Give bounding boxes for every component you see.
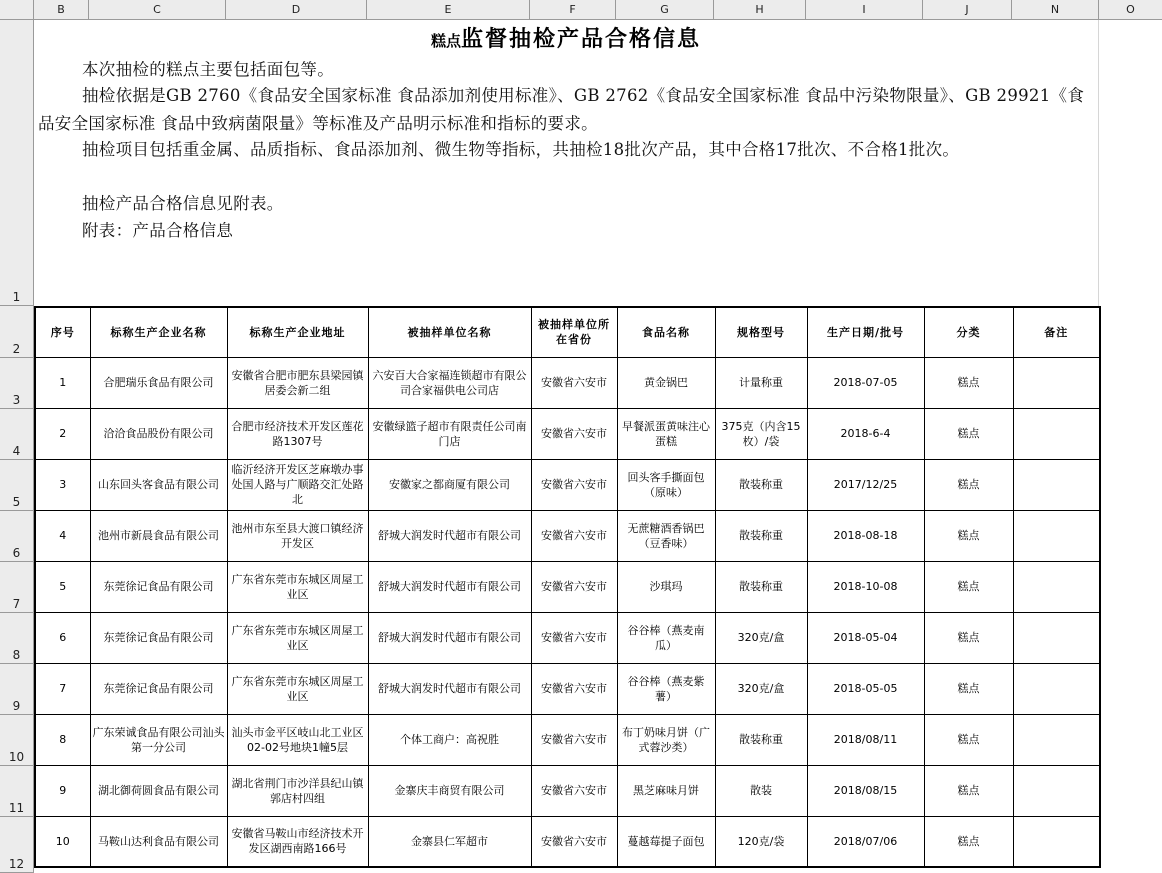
cell-category[interactable]: 糕点 [924,357,1013,408]
cell-production-date[interactable]: 2018-05-04 [807,612,924,663]
row-number: 7 [12,597,21,611]
cell-seq[interactable]: 1 [35,357,90,408]
table-row [35,612,1100,663]
cell-spec[interactable]: 散装称重 [715,459,807,510]
cell-category[interactable]: 糕点 [924,408,1013,459]
cell-remarks[interactable] [1013,408,1100,459]
cell-manufacturer[interactable]: 山东回头客食品有限公司 [90,459,227,510]
header-food-name[interactable]: 食品名称 [617,307,715,357]
row-header-6[interactable] [0,511,33,562]
cell-manufacturer-address[interactable]: 广东省东莞市东城区周屋工业区 [227,663,368,714]
cell-manufacturer-address[interactable]: 汕头市金平区岐山北工业区02-02号地块1幢5层 [227,714,368,765]
intro-merged-cell[interactable] [34,20,1098,306]
cell-manufacturer-address[interactable]: 安徽省合肥市肥东县梁园镇居委会新二组 [227,357,368,408]
cell-food-name[interactable]: 布丁奶味月饼（广式蓉沙类） [617,714,715,765]
column-header-i[interactable]: I [806,0,923,19]
table-row [35,765,1100,816]
cell-spec[interactable]: 散装称重 [715,561,807,612]
header-sampled-unit[interactable]: 被抽样单位名称 [368,307,531,357]
column-header-b[interactable]: B [34,0,89,19]
cell-production-date[interactable]: 2018/07/06 [807,816,924,867]
column-header-f[interactable]: F [530,0,616,19]
cell-sampled-province[interactable]: 安徽省六安市 [531,765,617,816]
cell-seq[interactable]: 3 [35,459,90,510]
cell-manufacturer[interactable]: 湖北御荷圆食品有限公司 [90,765,227,816]
row-number: 1 [12,290,21,304]
cell-sampled-province[interactable]: 安徽省六安市 [531,357,617,408]
cell-remarks[interactable] [1013,663,1100,714]
cell-seq[interactable]: 8 [35,714,90,765]
sheet-gridline [1098,20,1099,306]
cell-sampled-unit[interactable]: 舒城大润发时代超市有限公司 [368,510,531,561]
cell-remarks[interactable] [1013,561,1100,612]
header-production-date[interactable]: 生产日期/批号 [807,307,924,357]
cell-sampled-province[interactable]: 安徽省六安市 [531,561,617,612]
table-row [35,663,1100,714]
cell-sampled-unit[interactable]: 安徽绿篮子超市有限责任公司南门店 [368,408,531,459]
cell-category[interactable]: 糕点 [924,561,1013,612]
cell-manufacturer-address[interactable]: 临沂经济开发区芝麻墩办事处国人路与广顺路交汇处路北 [227,459,368,510]
cell-manufacturer[interactable]: 东莞徐记食品有限公司 [90,663,227,714]
table-row [35,561,1100,612]
row-header-12[interactable] [0,817,33,873]
row-header-11[interactable] [0,766,33,817]
cell-manufacturer[interactable]: 东莞徐记食品有限公司 [90,612,227,663]
cell-manufacturer-address[interactable]: 湖北省荆门市沙洋县纪山镇郭店村四组 [227,765,368,816]
cell-food-name[interactable]: 黑芝麻味月饼 [617,765,715,816]
page-title [34,22,1098,53]
cell-sampled-unit[interactable]: 六安百大合家福连锁超市有限公司合家福供电公司店 [368,357,531,408]
cell-spec[interactable]: 375克（内含15枚）/袋 [715,408,807,459]
row-header-9[interactable] [0,664,33,715]
cell-sampled-province[interactable]: 安徽省六安市 [531,459,617,510]
cell-manufacturer[interactable]: 东莞徐记食品有限公司 [90,561,227,612]
cell-sampled-unit[interactable]: 舒城大润发时代超市有限公司 [368,561,531,612]
cell-category[interactable]: 糕点 [924,714,1013,765]
cell-production-date[interactable]: 2018/08/15 [807,765,924,816]
cell-sampled-unit[interactable]: 金寨庆丰商贸有限公司 [368,765,531,816]
cell-spec[interactable]: 120克/袋 [715,816,807,867]
cell-manufacturer-address[interactable]: 广东省东莞市东城区周屋工业区 [227,612,368,663]
cell-sampled-province[interactable]: 安徽省六安市 [531,612,617,663]
cell-category[interactable]: 糕点 [924,663,1013,714]
cell-seq[interactable]: 5 [35,561,90,612]
cell-seq[interactable]: 4 [35,510,90,561]
cell-spec[interactable]: 散装 [715,765,807,816]
cell-spec[interactable]: 320克/盒 [715,663,807,714]
cell-spec[interactable]: 散装称重 [715,510,807,561]
cell-food-name[interactable]: 黄金锅巴 [617,357,715,408]
cell-category[interactable]: 糕点 [924,816,1013,867]
header-seq[interactable]: 序号 [35,307,90,357]
cell-manufacturer-address[interactable]: 安徽省马鞍山市经济技术开发区湖西南路166号 [227,816,368,867]
table-header-row [35,307,1100,357]
cell-category[interactable]: 糕点 [924,612,1013,663]
header-category[interactable]: 分类 [924,307,1013,357]
column-header-j[interactable]: J [923,0,1012,19]
cell-spec[interactable]: 320克/盒 [715,612,807,663]
cell-production-date[interactable]: 2017/12/25 [807,459,924,510]
row-number: 9 [12,699,21,713]
cell-sampled-unit[interactable]: 个体工商户：高祝胜 [368,714,531,765]
cell-food-name[interactable]: 谷谷棒（燕麦南瓜） [617,612,715,663]
cell-category[interactable]: 糕点 [924,765,1013,816]
cell-manufacturer[interactable]: 洽洽食品股份有限公司 [90,408,227,459]
cell-manufacturer[interactable]: 广东荣诚食品有限公司汕头第一分公司 [90,714,227,765]
column-header-e[interactable]: E [367,0,530,19]
row-number: 8 [12,648,21,662]
column-header-d[interactable]: D [226,0,367,19]
column-header-corner[interactable] [0,0,34,19]
cell-remarks[interactable] [1013,816,1100,867]
column-header-o[interactable]: O [1126,3,1135,16]
header-sampled-province[interactable]: 被抽样单位所在省份 [531,307,617,357]
row-header-bar [0,20,34,873]
table-row [35,408,1100,459]
cell-seq[interactable]: 10 [35,816,90,867]
table-row [35,714,1100,765]
column-header-g[interactable]: G [616,0,714,19]
cell-production-date[interactable]: 2018/08/11 [807,714,924,765]
cell-manufacturer-address[interactable]: 合肥市经济技术开发区莲花路1307号 [227,408,368,459]
intro-paragraph-basis: 抽检依据是GB 2760《食品安全国家标准 食品添加剂使用标准》、GB 2762《食品安全国家标准 食品中污染物限量》、GB 29921《食品安全国家标准 食品中致病菌限量》等标准及产品明示标准和指标的要求。 [38,86,1085,133]
row-number: 6 [12,546,21,560]
title-main: 监督抽检产品合格信息 [461,26,702,52]
cell-category[interactable]: 糕点 [924,510,1013,561]
intro-paragraph-see-attachment: 抽检产品合格信息见附表。 [82,194,284,213]
column-header-bar [0,0,1162,20]
cell-sampled-unit[interactable]: 安徽家之都商厦有限公司 [368,459,531,510]
cell-manufacturer[interactable]: 池州市新晨食品有限公司 [90,510,227,561]
cell-food-name[interactable]: 无蔗糖酒香锅巴（豆香味） [617,510,715,561]
cell-spec[interactable]: 计量称重 [715,357,807,408]
product-table [34,306,1101,868]
intro-paragraph-scope: 本次抽检的糕点主要包括面包等。 [82,60,334,79]
cell-seq[interactable]: 9 [35,765,90,816]
cell-food-name[interactable]: 蔓越莓提子面包 [617,816,715,867]
cell-food-name[interactable]: 谷谷棒（燕麦紫薯） [617,663,715,714]
cell-sampled-unit[interactable]: 金寨县仁军超市 [368,816,531,867]
cell-category[interactable]: 糕点 [924,459,1013,510]
cell-sampled-province[interactable]: 安徽省六安市 [531,510,617,561]
cell-seq[interactable]: 7 [35,663,90,714]
column-header-h[interactable]: H [714,0,806,19]
cell-sampled-province[interactable]: 安徽省六安市 [531,663,617,714]
row-number: 3 [12,393,21,407]
cell-seq[interactable]: 6 [35,612,90,663]
header-manufacturer-address[interactable]: 标称生产企业地址 [227,307,368,357]
cell-remarks[interactable] [1013,357,1100,408]
cell-remarks[interactable] [1013,510,1100,561]
cell-spec[interactable]: 散装称重 [715,714,807,765]
row-header-8[interactable] [0,613,33,664]
cell-manufacturer[interactable]: 合肥瑞乐食品有限公司 [90,357,227,408]
row-header-5[interactable] [0,460,33,511]
cell-remarks[interactable] [1013,714,1100,765]
row-number: 11 [8,801,25,815]
cell-production-date[interactable]: 2018-05-05 [807,663,924,714]
row-header-10[interactable] [0,715,33,766]
row-number: 2 [12,342,21,356]
cell-production-date[interactable]: 2018-10-08 [807,561,924,612]
row-header-1[interactable] [0,20,33,306]
intro-paragraph-attachment-label: 附表：产品合格信息 [82,221,234,240]
cell-production-date[interactable]: 2018-6-4 [807,408,924,459]
row-number: 5 [12,495,21,509]
cell-remarks[interactable] [1013,765,1100,816]
cell-food-name[interactable]: 回头客手撕面包（原味） [617,459,715,510]
header-spec[interactable]: 规格型号 [715,307,807,357]
cell-sampled-province[interactable]: 安徽省六安市 [531,714,617,765]
cell-sampled-unit[interactable]: 舒城大润发时代超市有限公司 [368,612,531,663]
title-category: 糕点 [430,32,461,50]
cell-manufacturer-address[interactable]: 池州市东至县大渡口镇经济开发区 [227,510,368,561]
cell-food-name[interactable]: 早餐派蛋黄味注心蛋糕 [617,408,715,459]
cell-sampled-province[interactable]: 安徽省六安市 [531,408,617,459]
column-header-n[interactable]: N [1012,0,1099,19]
cell-food-name[interactable]: 沙琪玛 [617,561,715,612]
cell-seq[interactable]: 2 [35,408,90,459]
column-header-c[interactable]: C [89,0,226,19]
row-header-4[interactable] [0,409,33,460]
header-remarks[interactable]: 备注 [1013,307,1100,357]
table-row [35,357,1100,408]
header-manufacturer[interactable]: 标称生产企业名称 [90,307,227,357]
intro-paragraph-items: 抽检项目包括重金属、品质指标、食品添加剂、微生物等指标，共抽检18批次产品，其中合格17批次、不合格1批次。 [82,140,960,159]
row-number: 4 [12,444,21,458]
row-number: 10 [8,750,25,764]
table-row [35,510,1100,561]
cell-production-date[interactable]: 2018-08-18 [807,510,924,561]
row-number: 12 [8,857,25,871]
row-header-2[interactable] [0,306,33,358]
cell-sampled-province[interactable]: 安徽省六安市 [531,816,617,867]
table-row [35,459,1100,510]
cell-remarks[interactable] [1013,612,1100,663]
table-row [35,816,1100,867]
cell-sampled-unit[interactable]: 舒城大润发时代超市有限公司 [368,663,531,714]
row-header-7[interactable] [0,562,33,613]
row-header-3[interactable] [0,358,33,409]
cell-manufacturer-address[interactable]: 广东省东莞市东城区周屋工业区 [227,561,368,612]
cell-remarks[interactable] [1013,459,1100,510]
cell-production-date[interactable]: 2018-07-05 [807,357,924,408]
cell-manufacturer[interactable]: 马鞍山达利食品有限公司 [90,816,227,867]
